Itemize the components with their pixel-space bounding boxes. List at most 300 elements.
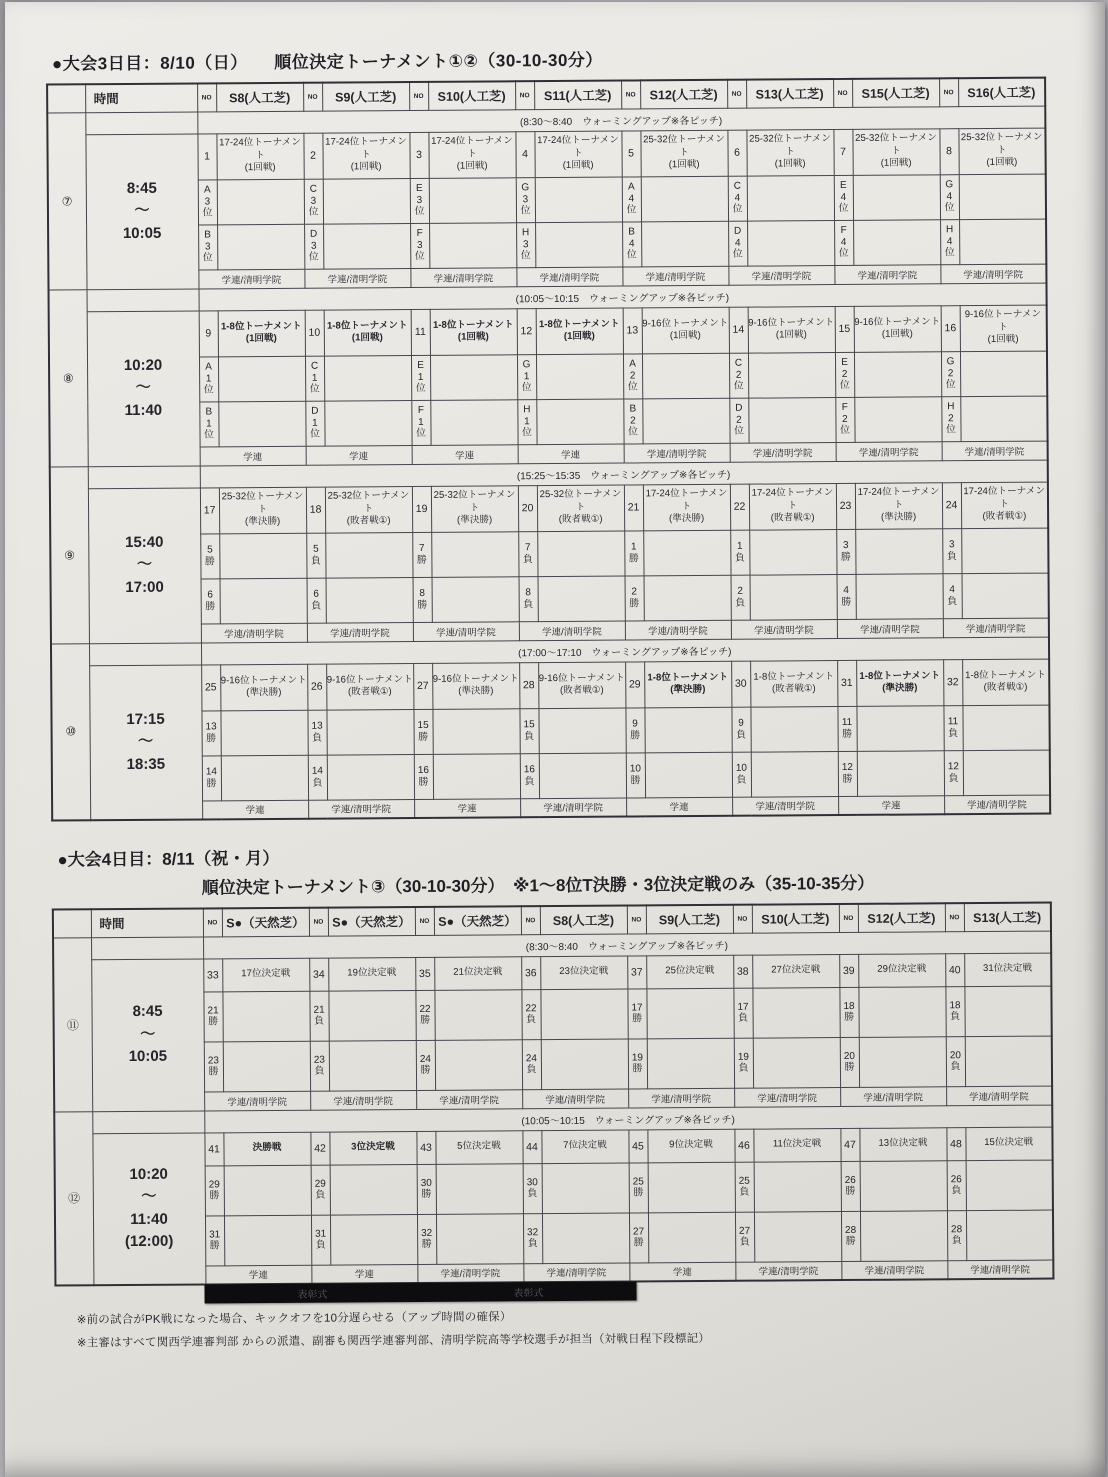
match-title: 25-32位トーナメント (1回戦) bbox=[746, 129, 833, 176]
team-slot-label: 30 負 bbox=[523, 1163, 542, 1213]
match-title: 29位決定戦 bbox=[858, 953, 945, 987]
match-result-cell bbox=[962, 705, 1049, 751]
match-result-cell bbox=[542, 1163, 629, 1214]
match-result-cell bbox=[433, 753, 520, 799]
match-number: 23 bbox=[836, 483, 855, 529]
team-slot-label: H 4 位 bbox=[940, 219, 959, 264]
match-title: 17-24位トーナメント (準決勝) bbox=[643, 484, 730, 531]
team-slot-label: 31 勝 bbox=[205, 1215, 224, 1265]
match-result-cell bbox=[748, 397, 835, 443]
match-result-cell bbox=[221, 755, 308, 801]
match-result-cell bbox=[854, 396, 941, 442]
block-number: ⑦ bbox=[47, 112, 86, 289]
match-result-cell bbox=[220, 710, 307, 756]
match-title: 25位決定戦 bbox=[646, 955, 733, 989]
team-slot-label: 15 勝 bbox=[413, 709, 432, 754]
footnote-pk: ※前の試合がPK戦になった場合、キックオフを10分遅らせる（アップ時間の確保） bbox=[76, 1311, 512, 1327]
team-slot-label: H 2 位 bbox=[941, 396, 960, 441]
warmup-cell: (8:30～8:40 ウォーミングアップ※各ピッチ) bbox=[197, 106, 1045, 134]
match-result-cell bbox=[542, 1213, 629, 1264]
match-title: 25-32位トーナメント (敗者戦①) bbox=[325, 486, 412, 533]
referee-cell: 学連/清明学院 bbox=[834, 264, 940, 284]
team-row bbox=[54, 1036, 1052, 1093]
time-cell: 8:45 ～ 10:05 bbox=[91, 958, 204, 1111]
match-result-cell bbox=[642, 353, 729, 399]
team-slot-label: 17 負 bbox=[733, 988, 752, 1038]
referee-cell: 学連/清明学院 bbox=[201, 623, 307, 643]
match-result-cell bbox=[857, 750, 944, 796]
pitch-header: S16(人工芝) bbox=[958, 78, 1045, 107]
team-slot-label: 8 負 bbox=[519, 576, 538, 621]
match-number: 28 bbox=[519, 662, 538, 708]
team-slot-label: 29 勝 bbox=[205, 1165, 224, 1215]
match-number: 32 bbox=[943, 659, 962, 705]
match-number: 6 bbox=[727, 130, 746, 176]
match-result-cell bbox=[429, 177, 516, 223]
referee-cell: 学連/清明学院 bbox=[734, 1087, 840, 1107]
team-slot-label: 2 勝 bbox=[625, 575, 644, 620]
match-number: 13 bbox=[623, 307, 642, 353]
no-column-header: NO bbox=[203, 908, 222, 936]
match-title: 9-16位トーナメント (準決勝) bbox=[220, 664, 307, 711]
warmup-cell: (10:05～10:15 ウォーミングアップ※各ピッチ) bbox=[199, 283, 1047, 311]
match-result-cell bbox=[747, 220, 834, 266]
team-slot-label: 22 負 bbox=[521, 989, 540, 1039]
team-slot-label: E 1 位 bbox=[411, 355, 430, 400]
match-result-cell bbox=[749, 529, 836, 575]
match-result-cell bbox=[966, 1210, 1053, 1261]
referee-cell: 学連 bbox=[311, 1264, 417, 1284]
team-slot-label: C 2 位 bbox=[729, 353, 748, 398]
match-number: 7 bbox=[833, 129, 852, 175]
referee-cell: 学連 bbox=[205, 1265, 311, 1285]
team-row bbox=[51, 705, 1049, 757]
match-result-cell bbox=[750, 706, 837, 752]
match-title: 1-8位トーナメント (敗者戦①) bbox=[750, 660, 837, 707]
match-result-cell bbox=[537, 531, 624, 577]
match-title: 25-32位トーナメント (1回戦) bbox=[640, 130, 727, 177]
referee-cell: 学連/清明学院 bbox=[728, 265, 834, 285]
team-slot-label: 29 負 bbox=[311, 1165, 330, 1215]
match-number: 47 bbox=[840, 1128, 859, 1161]
match-result-cell bbox=[541, 1039, 628, 1090]
referee-cell: 学連 bbox=[306, 445, 412, 465]
team-row bbox=[55, 1210, 1053, 1267]
team-slot-label: G 1 位 bbox=[517, 354, 536, 399]
match-title: 25-32位トーナメント (準決勝) bbox=[219, 487, 306, 534]
match-result-cell bbox=[645, 752, 732, 798]
team-slot-label: F 1 位 bbox=[411, 400, 430, 445]
team-slot-label: D 2 位 bbox=[729, 398, 748, 443]
match-number: 31 bbox=[837, 660, 856, 706]
team-slot-label: 25 勝 bbox=[629, 1162, 648, 1212]
match-title: 17-24位トーナメント (1回戦) bbox=[534, 131, 621, 178]
block-number: ⑧ bbox=[49, 289, 88, 466]
pitch-header: S15(人工芝) bbox=[852, 78, 939, 107]
match-result-cell bbox=[966, 1160, 1053, 1211]
time-cell: 8:45 ～ 10:05 bbox=[85, 134, 198, 290]
match-result-cell bbox=[959, 219, 1046, 265]
referee-cell: 学連/清明学院 bbox=[413, 621, 519, 641]
team-slot-label: 23 負 bbox=[310, 1041, 329, 1091]
team-slot-label: C 1 位 bbox=[305, 356, 324, 401]
match-title: 9位決定戦 bbox=[647, 1129, 734, 1163]
match-number: 46 bbox=[734, 1129, 753, 1162]
match-result-cell bbox=[856, 573, 943, 619]
day4-subtitle: 順位決定トーナメント③（30-10-30分） ※1～8位T決勝・3位決定戦のみ（35-10-35分） bbox=[201, 873, 875, 898]
team-slot-label: A 4 位 bbox=[622, 176, 641, 221]
team-slot-label: F 3 位 bbox=[410, 223, 429, 268]
referee-cell: 学連 bbox=[414, 798, 520, 818]
no-column-header: NO bbox=[621, 80, 640, 108]
referee-cell: 学連/清明学院 bbox=[942, 441, 1048, 461]
match-result-cell bbox=[539, 753, 626, 799]
pitch-header: S9(人工芝) bbox=[646, 905, 733, 934]
team-slot-label: 14 勝 bbox=[202, 755, 221, 800]
match-number: 39 bbox=[839, 954, 858, 987]
team-slot-label: 9 勝 bbox=[625, 707, 644, 752]
team-slot-label: 9 負 bbox=[731, 707, 750, 752]
match-number: 14 bbox=[729, 307, 748, 353]
team-row bbox=[49, 351, 1047, 403]
no-column-header: NO bbox=[521, 906, 540, 934]
match-result-cell bbox=[224, 1215, 311, 1266]
match-title-row bbox=[51, 659, 1049, 712]
team-slot-label: 10 勝 bbox=[626, 752, 645, 797]
team-row bbox=[49, 396, 1047, 448]
match-title: 25-32位トーナメント (1回戦) bbox=[958, 128, 1045, 175]
referee-cell: 学連/清明学院 bbox=[519, 621, 625, 641]
time-column-header: 時間 bbox=[85, 84, 197, 113]
team-slot-label: E 2 位 bbox=[835, 352, 854, 397]
team-slot-label: B 1 位 bbox=[199, 401, 218, 446]
referee-cell: 学連/清明学院 bbox=[516, 267, 622, 287]
team-slot-label: 22 勝 bbox=[415, 990, 434, 1040]
match-result-cell bbox=[223, 1041, 310, 1092]
match-result-cell bbox=[860, 1160, 947, 1211]
match-number: 19 bbox=[412, 486, 431, 532]
match-number: 27 bbox=[413, 663, 432, 709]
team-slot-label: A 1 位 bbox=[199, 356, 218, 401]
match-number: 45 bbox=[628, 1129, 647, 1162]
match-result-cell bbox=[648, 1162, 735, 1213]
match-result-cell bbox=[329, 1040, 416, 1091]
match-title: 9-16位トーナメント (準決勝) bbox=[432, 662, 519, 709]
match-title: 9-16位トーナメント (敗者戦①) bbox=[538, 662, 625, 709]
match-result-cell bbox=[536, 399, 623, 445]
match-result-cell bbox=[643, 530, 730, 576]
referee-cell: 学連/清明学院 bbox=[308, 799, 414, 819]
pitch-header: S●（天然芝） bbox=[328, 907, 415, 936]
match-title: 1-8位トーナメント (1回戦) bbox=[324, 309, 411, 356]
team-slot-label: C 4 位 bbox=[728, 176, 747, 221]
match-title: 31位決定戦 bbox=[964, 953, 1051, 987]
match-number: 40 bbox=[945, 953, 964, 986]
match-result-cell bbox=[323, 223, 410, 269]
match-result-cell bbox=[641, 176, 728, 222]
team-slot-label: 10 負 bbox=[732, 752, 751, 797]
sheet-content bbox=[46, 42, 1071, 1350]
team-slot-label: 12 勝 bbox=[838, 751, 857, 796]
match-number: 42 bbox=[310, 1132, 329, 1165]
team-slot-label: 6 勝 bbox=[201, 578, 220, 623]
team-slot-label: 17 勝 bbox=[627, 988, 646, 1038]
match-number: 29 bbox=[625, 661, 644, 707]
referee-cell: 学連/清明学院 bbox=[622, 266, 728, 286]
pitch-header: S8(人工芝) bbox=[216, 83, 303, 112]
team-slot-label: C 3 位 bbox=[304, 179, 323, 224]
team-slot-label: G 4 位 bbox=[940, 174, 959, 219]
match-result-cell bbox=[536, 354, 623, 400]
team-slot-label: 26 勝 bbox=[841, 1161, 860, 1211]
match-result-cell bbox=[853, 219, 940, 265]
match-result-cell bbox=[641, 221, 728, 267]
team-slot-label: 31 負 bbox=[311, 1215, 330, 1265]
match-result-cell bbox=[538, 708, 625, 754]
match-number: 15 bbox=[835, 306, 854, 352]
match-number: 4 bbox=[515, 131, 534, 177]
referee-cell: 学連/清明学院 bbox=[840, 1086, 946, 1106]
match-result-cell bbox=[648, 1212, 735, 1263]
match-result-cell bbox=[218, 401, 305, 447]
match-result-cell bbox=[748, 352, 835, 398]
match-number: 1 bbox=[197, 133, 216, 179]
referee-cell: 学連/清明学院 bbox=[410, 267, 516, 287]
team-slot-label: 21 負 bbox=[309, 991, 328, 1041]
match-title: 1-8位トーナメント (1回戦) bbox=[430, 308, 517, 355]
warmup-cell: (17:00～17:10 ウォーミングアップ※各ピッチ) bbox=[201, 637, 1049, 665]
team-slot-label: 24 勝 bbox=[416, 1040, 435, 1090]
match-result-cell bbox=[330, 1164, 417, 1215]
match-result-cell bbox=[328, 990, 415, 1041]
match-number: 21 bbox=[624, 484, 643, 530]
match-number: 12 bbox=[517, 308, 536, 354]
team-slot-label: 21 勝 bbox=[203, 991, 222, 1041]
match-result-cell bbox=[855, 528, 942, 574]
team-slot-label: 8 勝 bbox=[413, 577, 432, 622]
team-slot-label: 11 負 bbox=[943, 705, 962, 750]
team-slot-label: 15 負 bbox=[519, 708, 538, 753]
team-slot-label: H 3 位 bbox=[516, 222, 535, 267]
pitch-header: S12(人工芝) bbox=[858, 903, 945, 932]
team-slot-label: E 4 位 bbox=[834, 175, 853, 220]
referee-cell: 学連 bbox=[518, 444, 624, 464]
no-column-header: NO bbox=[627, 905, 646, 933]
match-title: 17位決定戦 bbox=[222, 958, 309, 992]
pitch-header: S13(人工芝) bbox=[964, 903, 1051, 932]
team-row bbox=[52, 750, 1050, 802]
match-result-cell bbox=[325, 532, 412, 578]
team-row bbox=[53, 986, 1051, 1043]
day4-table bbox=[52, 902, 1055, 1287]
match-result-cell bbox=[647, 1038, 734, 1089]
block-number: ⑩ bbox=[51, 643, 90, 820]
match-number: 20 bbox=[518, 485, 537, 531]
team-slot-label: F 2 位 bbox=[835, 397, 854, 442]
match-title: 21位決定戦 bbox=[434, 956, 521, 990]
referee-cell: 学連/清明学院 bbox=[417, 1263, 523, 1283]
match-result-cell bbox=[217, 179, 304, 225]
match-title: 9-16位トーナメント (敗者戦①) bbox=[326, 663, 413, 710]
time-cell: 10:20 ～ 11:40 bbox=[87, 310, 200, 466]
referee-cell: 学連/清明学院 bbox=[836, 441, 942, 461]
match-title-row bbox=[50, 482, 1048, 535]
match-title: 決勝戦 bbox=[223, 1132, 310, 1166]
pitch-header: S13(人工芝) bbox=[746, 79, 833, 108]
team-slot-label: 19 負 bbox=[734, 1038, 753, 1088]
no-column-header: NO bbox=[409, 82, 428, 110]
no-column-header: NO bbox=[515, 81, 534, 109]
team-slot-label: 1 勝 bbox=[624, 530, 643, 575]
match-title: 1-8位トーナメント (敗者戦①) bbox=[962, 659, 1049, 706]
team-slot-label: A 3 位 bbox=[198, 179, 217, 224]
match-number: 35 bbox=[415, 957, 434, 990]
match-result-cell bbox=[853, 174, 940, 220]
team-slot-label: 13 勝 bbox=[201, 710, 220, 755]
referee-cell: 学連/清明学院 bbox=[304, 268, 410, 288]
team-slot-label: E 3 位 bbox=[410, 178, 429, 223]
match-result-cell bbox=[960, 396, 1047, 442]
match-title: 15位決定戦 bbox=[965, 1127, 1052, 1161]
team-slot-label: 18 負 bbox=[945, 986, 964, 1036]
match-result-cell bbox=[753, 1037, 840, 1088]
match-result-cell bbox=[535, 177, 622, 223]
team-slot-label: 5 負 bbox=[306, 533, 325, 578]
block-number: ⑫ bbox=[54, 1111, 93, 1285]
match-result-cell bbox=[540, 989, 627, 1040]
match-number: 33 bbox=[203, 958, 222, 991]
referee-cell: 学連/清明学院 bbox=[307, 622, 413, 642]
referee-cell: 学連/清明学院 bbox=[416, 1089, 522, 1109]
team-slot-label: 16 勝 bbox=[414, 754, 433, 799]
match-title: 19位決定戦 bbox=[328, 957, 415, 991]
match-title: 17-24位トーナメント (敗者戦①) bbox=[749, 483, 836, 530]
pitch-header: S8(人工芝) bbox=[540, 906, 627, 935]
time-cell: 10:20 ～ 11:40 (12:00) bbox=[92, 1132, 205, 1285]
pitch-header: S11(人工芝) bbox=[534, 81, 621, 110]
match-title: 9-16位トーナメント (1回戦) bbox=[960, 305, 1047, 352]
footnote-referee: ※主審はすべて関西学連審判部 からの派遣、副審も関西学連審判部、清明学院高等学校選手が担当（対戦日程下段標記） bbox=[76, 1332, 711, 1350]
match-number: 2 bbox=[303, 133, 322, 179]
team-slot-label: 28 勝 bbox=[841, 1211, 860, 1261]
referee-cell: 学連/清明学院 bbox=[310, 1090, 416, 1110]
referee-cell: 学連/清明学院 bbox=[946, 1086, 1052, 1106]
team-slot-label: 27 負 bbox=[735, 1212, 754, 1262]
match-title: 25-32位トーナメント (準決勝) bbox=[431, 485, 518, 532]
match-result-cell bbox=[750, 574, 837, 620]
pitch-header: S10(人工芝) bbox=[752, 904, 839, 933]
team-slot-label: 4 勝 bbox=[837, 574, 856, 619]
referee-cell: 学連/清明学院 bbox=[730, 442, 836, 462]
day3-title: ●大会3日目：8/10（日） 順位決定トーナメント①②（30-10-30分） bbox=[51, 50, 603, 74]
no-column-header: NO bbox=[945, 903, 964, 931]
match-title: 25-32位トーナメント (1回戦) bbox=[852, 128, 939, 175]
day3-table bbox=[46, 77, 1051, 822]
team-slot-label: 12 負 bbox=[944, 750, 963, 795]
team-slot-label: D 3 位 bbox=[304, 224, 323, 269]
match-result-cell bbox=[430, 399, 517, 445]
match-result-cell bbox=[324, 400, 411, 446]
referee-cell: 学連 bbox=[202, 800, 308, 820]
schedule-sheet bbox=[5, 2, 1105, 1477]
match-result-cell bbox=[436, 1163, 523, 1214]
pitch-header: S9(人工芝) bbox=[322, 82, 409, 111]
match-title: 23位決定戦 bbox=[540, 956, 627, 990]
pitch-header: S●（天然芝） bbox=[434, 906, 521, 935]
referee-cell: 学連 bbox=[412, 444, 518, 464]
team-slot-label: 19 勝 bbox=[628, 1038, 647, 1088]
match-title: 17-24位トーナメント (1回戦) bbox=[428, 131, 515, 178]
match-result-cell bbox=[859, 1036, 946, 1087]
match-result-cell bbox=[961, 528, 1048, 574]
referee-cell: 学連/清明学院 bbox=[628, 1088, 734, 1108]
no-column-header: NO bbox=[197, 83, 216, 111]
match-result-cell bbox=[432, 708, 519, 754]
team-slot-label: 23 勝 bbox=[204, 1041, 223, 1091]
match-title: 1-8位トーナメント (準決勝) bbox=[856, 659, 943, 706]
team-slot-label: 27 勝 bbox=[629, 1212, 648, 1262]
match-result-cell bbox=[642, 398, 729, 444]
team-slot-label: 20 負 bbox=[946, 1036, 965, 1086]
time-cell: 15:40 ～ 17:00 bbox=[88, 487, 201, 643]
referee-cell: 学連 bbox=[626, 797, 732, 817]
award-ceremony-label: 表彰式 bbox=[297, 1289, 328, 1301]
match-result-cell bbox=[754, 1161, 841, 1212]
match-title: 1-8位トーナメント (1回戦) bbox=[218, 310, 305, 357]
team-slot-label: A 2 位 bbox=[623, 353, 642, 398]
team-slot-label: 18 勝 bbox=[839, 987, 858, 1037]
match-title: 3位決定戦 bbox=[329, 1131, 416, 1165]
no-column-header: NO bbox=[939, 78, 958, 106]
no-column-header: NO bbox=[309, 908, 328, 936]
team-slot-label: 14 負 bbox=[308, 755, 327, 800]
match-result-cell bbox=[965, 1036, 1052, 1087]
match-result-cell bbox=[431, 531, 518, 577]
time-spacer-cell bbox=[87, 288, 199, 311]
warmup-cell: (10:05～10:15 ウォーミングアップ※各ピッチ) bbox=[204, 1105, 1052, 1133]
no-column-header: NO bbox=[415, 907, 434, 935]
referee-cell: 学連/清明学院 bbox=[735, 1261, 841, 1281]
team-slot-label: 3 勝 bbox=[836, 529, 855, 574]
match-number: 22 bbox=[730, 484, 749, 530]
team-slot-label: 7 負 bbox=[518, 531, 537, 576]
referee-cell: 学連/清明学院 bbox=[837, 618, 943, 638]
match-result-cell bbox=[327, 754, 414, 800]
match-result-cell bbox=[752, 987, 839, 1038]
team-slot-label: B 2 位 bbox=[623, 398, 642, 443]
match-result-cell bbox=[751, 751, 838, 797]
match-number: 37 bbox=[627, 955, 646, 988]
match-result-cell bbox=[436, 1213, 523, 1264]
match-result-cell bbox=[644, 707, 731, 753]
team-slot-label: 6 負 bbox=[307, 578, 326, 623]
match-result-cell bbox=[323, 178, 410, 224]
time-spacer-cell bbox=[89, 642, 201, 665]
match-number: 3 bbox=[409, 132, 428, 178]
team-row bbox=[55, 1160, 1053, 1217]
match-number: 41 bbox=[204, 1132, 223, 1165]
warmup-cell: (8:30～8:40 ウォーミングアップ※各ピッチ) bbox=[203, 931, 1051, 959]
referee-cell: 学連/清明学院 bbox=[944, 795, 1050, 815]
match-number: 48 bbox=[946, 1127, 965, 1160]
table-body bbox=[47, 78, 1050, 821]
referee-cell: 学連/清明学院 bbox=[940, 264, 1046, 284]
match-result-cell bbox=[218, 356, 305, 402]
referee-cell: 学連/清明学院 bbox=[204, 1091, 310, 1111]
team-slot-label: B 4 位 bbox=[622, 221, 641, 266]
match-result-cell bbox=[860, 1210, 947, 1261]
day4-title: ●大会4日目：8/11（祝・月） bbox=[57, 848, 280, 870]
